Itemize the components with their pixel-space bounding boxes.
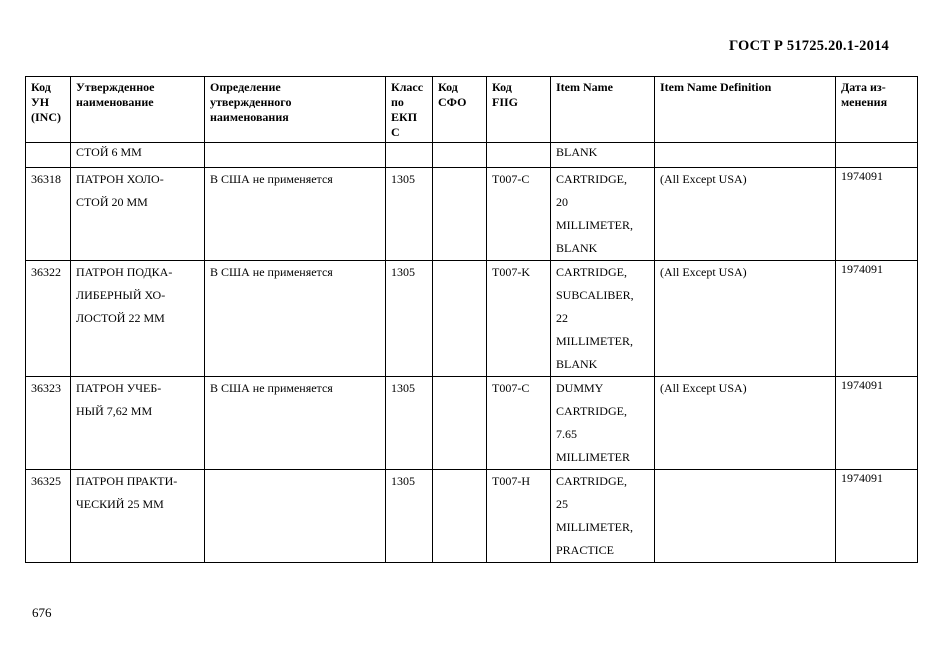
cell-class: 1305 — [386, 261, 433, 377]
cell-fiig: T007-H — [487, 470, 551, 563]
table-row-continuation — [26, 143, 918, 168]
cell-inc: 36322 — [26, 261, 71, 377]
column-header-change-date: Дата из- менения — [836, 77, 918, 143]
catalog-table — [25, 76, 918, 563]
cell-sfo — [433, 377, 487, 470]
cell-item-def — [655, 470, 836, 563]
cell-class: 1305 — [386, 470, 433, 563]
cell-inc: 36318 — [26, 168, 71, 261]
cell-definition: В США не применяется — [205, 168, 386, 261]
cell-class: 1305 — [386, 377, 433, 470]
cell-sfo — [433, 470, 487, 563]
column-header-class: Класс по ЕКП С — [386, 77, 433, 143]
cell-name: ПАТРОН УЧЕБ- НЫЙ 7,62 ММ — [71, 377, 205, 470]
cell-name: СТОЙ 6 ММ — [71, 143, 205, 168]
cell-definition: В США не применяется — [205, 377, 386, 470]
cell-inc: 36325 — [26, 470, 71, 563]
cell-fiig: T007-C — [487, 377, 551, 470]
cell-item-name: BLANK — [551, 143, 655, 168]
cell-item-name: CARTRIDGE, 20 MILLIMETER, BLANK — [551, 168, 655, 261]
cell-fiig: T007-C — [487, 168, 551, 261]
cell-item-name: CARTRIDGE, 25 MILLIMETER, PRACTICE — [551, 470, 655, 563]
cell-sfo — [433, 168, 487, 261]
cell-item-name: CARTRIDGE, SUBCALIBER, 22 MILLIMETER, BLANK — [551, 261, 655, 377]
cell-item-def: (All Except USA) — [655, 168, 836, 261]
cell-inc: 36323 — [26, 377, 71, 470]
cell-date: 1974091 — [836, 168, 918, 261]
column-header-item-name: Item Name — [551, 77, 655, 143]
table-row — [26, 261, 918, 377]
cell-class: 1305 — [386, 168, 433, 261]
column-header-fiig: Код FIIG — [487, 77, 551, 143]
table-header-row — [26, 77, 918, 143]
table-row — [26, 168, 918, 261]
table-row — [26, 377, 918, 470]
cell-name: ПАТРОН ХОЛО- СТОЙ 20 ММ — [71, 168, 205, 261]
cell-name: ПАТРОН ПРАКТИ- ЧЕСКИЙ 25 ММ — [71, 470, 205, 563]
column-header-sfo: Код СФО — [433, 77, 487, 143]
cell-item-name: DUMMY CARTRIDGE, 7.65 MILLIMETER — [551, 377, 655, 470]
column-header-definition: Определение утвержденного наименования — [205, 77, 386, 143]
cell-item-def: (All Except USA) — [655, 377, 836, 470]
cell-date: 1974091 — [836, 377, 918, 470]
column-header-inc: Код УН (INC) — [26, 77, 71, 143]
cell-date: 1974091 — [836, 470, 918, 563]
cell-name: ПАТРОН ПОДКА- ЛИБЕРНЫЙ ХО- ЛОСТОЙ 22 ММ — [71, 261, 205, 377]
table-row — [26, 470, 918, 563]
cell-fiig: T007-K — [487, 261, 551, 377]
cell-item-def: (All Except USA) — [655, 261, 836, 377]
cell-sfo — [433, 261, 487, 377]
cell-definition: В США не применяется — [205, 261, 386, 377]
column-header-item-name-definition: Item Name Definition — [655, 77, 836, 143]
column-header-approved-name: Утвержденное наименование — [71, 77, 205, 143]
page-number: 676 — [32, 605, 52, 620]
cell-definition — [205, 470, 386, 563]
document-standard-header: ГОСТ Р 51725.20.1-2014 — [728, 38, 889, 54]
cell-date: 1974091 — [836, 261, 918, 377]
